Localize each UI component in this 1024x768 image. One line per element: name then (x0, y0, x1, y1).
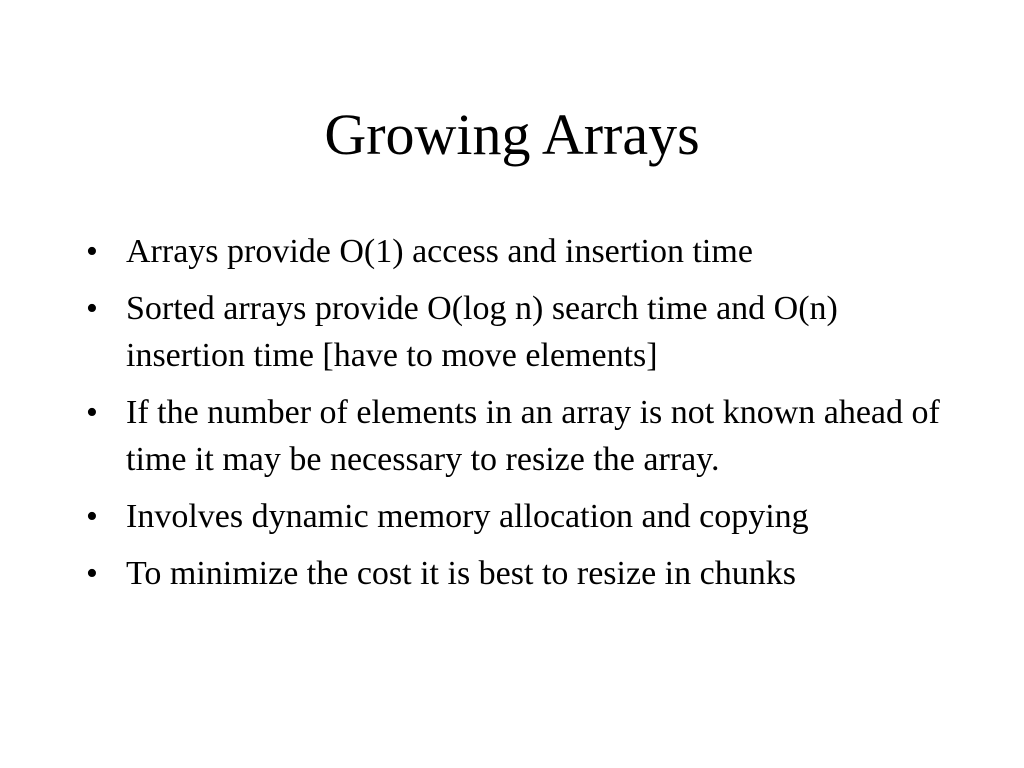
bullet-marker: • (86, 555, 98, 592)
bullet-marker: • (86, 394, 98, 431)
bullet-text: Sorted arrays provide O(log n) search time and O(n) insertion time [have to move elements] (126, 290, 838, 374)
bullet-item (82, 493, 962, 540)
bullet-text: If the number of elements in an array is not known ahead of time it may be necessary to resize the array. (126, 394, 940, 478)
slide-title: Growing Arrays (324, 102, 700, 167)
bullet-marker: • (86, 498, 98, 535)
bullet-marker: • (86, 290, 98, 327)
bullet-item (82, 285, 962, 379)
bullet-marker: • (86, 233, 98, 270)
bullet-item (82, 550, 962, 597)
bullet-text: Involves dynamic memory allocation and copying (126, 498, 809, 535)
bullet-text: To minimize the cost it is best to resize in chunks (126, 555, 796, 592)
bullet-item (82, 228, 962, 275)
bullet-text: Arrays provide O(1) access and insertion time (126, 233, 753, 270)
bullet-list (82, 228, 962, 607)
bullet-item (82, 389, 962, 483)
